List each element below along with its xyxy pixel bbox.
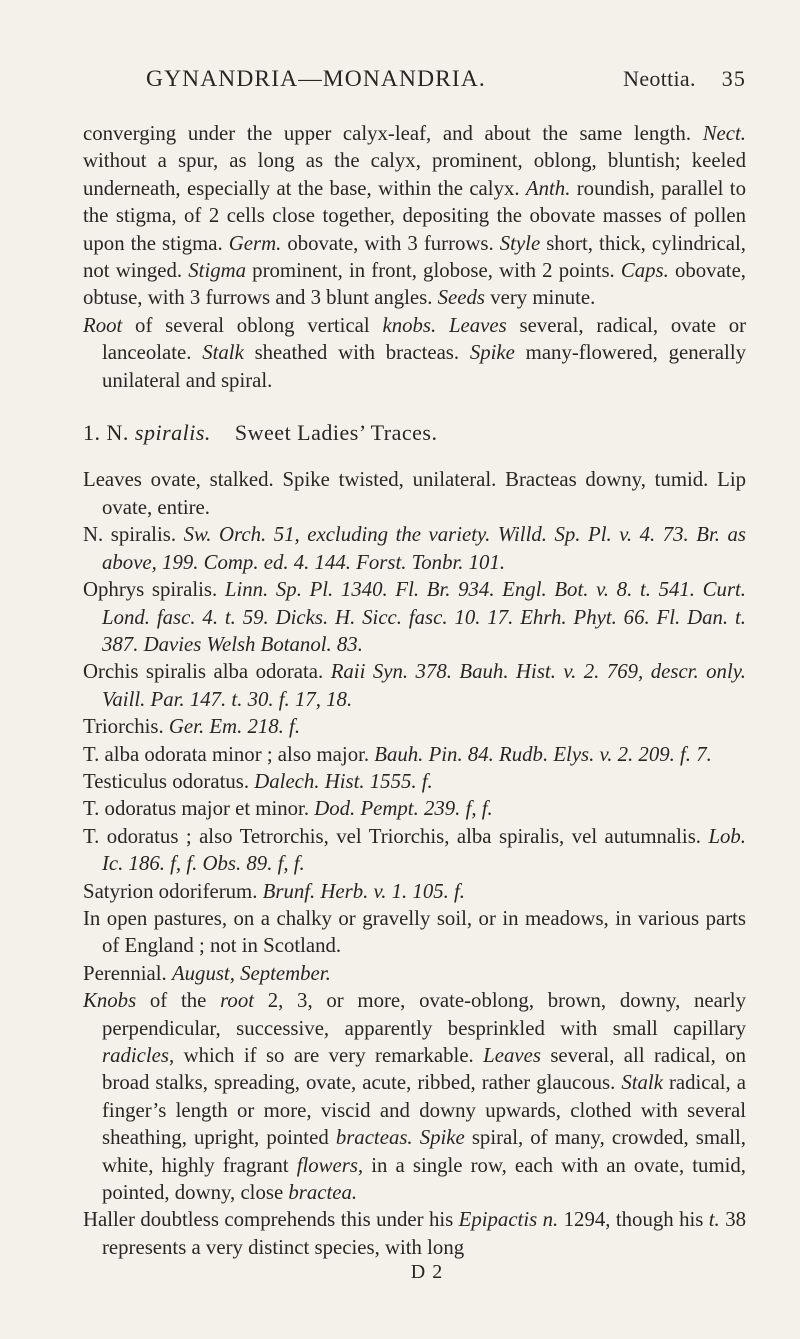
text-run: Haller doubtless comprehends this under his bbox=[83, 1208, 459, 1232]
text-run: N. spiralis. bbox=[83, 523, 184, 547]
entry-paragraph bbox=[83, 823, 746, 878]
italic-text: Dod. Pempt. 239. f, f. bbox=[314, 797, 493, 821]
text-run: of the bbox=[136, 989, 221, 1013]
italic-text: Style bbox=[499, 231, 541, 255]
italic-text: bracteas. Spike bbox=[335, 1126, 465, 1150]
entry-paragraph bbox=[83, 795, 746, 822]
entry-paragraph bbox=[83, 521, 746, 576]
text-run: Ophrys spiralis. bbox=[83, 578, 225, 602]
entry-paragraph bbox=[83, 466, 746, 521]
text-run: spiral, of many, crowded, small, white, highly fragrant bbox=[102, 1126, 746, 1177]
italic-text: flowers, bbox=[296, 1153, 364, 1177]
text-run: In open pastures, on a chalky or gravelly soil, or in meadows, in various parts of England ; not in Scotland. bbox=[83, 906, 746, 958]
italic-text: root bbox=[220, 989, 254, 1013]
text-run: 1294, though his bbox=[558, 1208, 709, 1232]
text-run: 2, 3, or more, ovate-oblong, brown, downy, nearly perpendicular, successive, apparently besprinkled with small capillary bbox=[102, 989, 746, 1040]
italic-text: t. bbox=[708, 1208, 720, 1232]
italic-text: Lob. Ic. 186. f, f. Obs. 89. f, f. bbox=[102, 824, 746, 876]
running-head-genus: Neottia. bbox=[623, 66, 696, 91]
italic-text: Caps. bbox=[620, 259, 669, 283]
text-run: converging under the upper calyx-leaf, and about the same length. bbox=[83, 122, 703, 145]
italic-text: Linn. Sp. Pl. 1340. Fl. Br. 934. Engl. Bot. v. 8. t. 541. Curt. Lond. fasc. 4. t. 59. Dicks. H. Sicc. fasc. 10. 17. Ehrh. Phyt. 66. Fl. Dan. t. 387. Davies Welsh Botanol. 83. bbox=[102, 578, 747, 656]
italic-text: bractea. bbox=[288, 1181, 358, 1205]
italic-text: Nect. bbox=[702, 122, 746, 145]
species-latin-name: spiralis. bbox=[134, 420, 211, 446]
text-run: Leaves ovate, stalked. Spike twisted, unilateral. Bracteas downy, tumid. Lip ovate, entire. bbox=[83, 468, 746, 519]
text-run: prominent, in front, globose, with 2 points. bbox=[246, 259, 621, 283]
genus-characters-paragraph bbox=[83, 312, 746, 394]
italic-text: Root bbox=[83, 313, 123, 337]
entry-paragraph bbox=[83, 987, 746, 1206]
species-common-name: Sweet Ladies’ Traces. bbox=[234, 420, 438, 446]
text-run: short, thick, cylindrical, not winged. bbox=[83, 231, 746, 283]
text-run: Triorchis. bbox=[83, 715, 169, 739]
species-heading bbox=[83, 419, 746, 446]
text-run: several, radical, ovate or lanceolate. bbox=[102, 313, 747, 365]
italic-text: Ger. Em. 218. f. bbox=[168, 715, 301, 739]
italic-text: knobs. Leaves bbox=[382, 313, 507, 337]
species-number: 1. N. bbox=[83, 420, 129, 446]
entry-paragraph bbox=[83, 576, 746, 658]
entry-paragraph bbox=[83, 768, 746, 795]
italic-text: Spike bbox=[469, 341, 515, 365]
entry-paragraph bbox=[83, 713, 746, 740]
text-run: T. odoratus ; also Tetrorchis, vel Triorchis, alba spiralis, vel autumnalis. bbox=[83, 824, 709, 848]
text-run: 38 represents a very distinct species, with long bbox=[102, 1208, 746, 1259]
text-run: of several oblong vertical bbox=[122, 313, 383, 337]
italic-text: Knobs bbox=[83, 989, 137, 1013]
text-run: obovate, with 3 furrows. bbox=[281, 231, 500, 255]
running-head bbox=[146, 66, 746, 93]
text-run: sheathed with bracteas. bbox=[243, 341, 470, 365]
italic-text: August, September. bbox=[171, 961, 331, 985]
text-run: roundish, parallel to the stigma, of 2 cells close together, depositing the obovate masses of pollen upon the stigma. bbox=[83, 176, 746, 255]
running-head-title: GYNANDRIA—MONANDRIA. bbox=[146, 66, 486, 92]
text-run: T. odoratus major et minor. bbox=[83, 797, 315, 821]
text-run: many-flowered, generally unilateral and spiral. bbox=[102, 341, 746, 392]
text-run: very minute. bbox=[485, 286, 596, 310]
text-run: obovate, obtuse, with 3 furrows and 3 blunt angles. bbox=[83, 259, 747, 310]
text-run: T. alba odorata minor ; also major. bbox=[83, 742, 375, 766]
entry-paragraph bbox=[83, 1206, 746, 1261]
entry-paragraph bbox=[83, 960, 746, 987]
italic-text: Leaves bbox=[483, 1044, 541, 1067]
italic-text: radicles, bbox=[102, 1044, 175, 1067]
italic-text: Brunf. Herb. v. 1. 105. f. bbox=[262, 879, 466, 903]
text-run: several, all radical, on broad stalks, spreading, ovate, acute, ribbed, rather glaucous. bbox=[102, 1044, 746, 1095]
entry-paragraph bbox=[83, 878, 746, 905]
intro-paragraph bbox=[83, 120, 746, 312]
text-run: in a single row, each with an ovate, tumid, pointed, downy, close bbox=[102, 1153, 746, 1205]
italic-text: Stalk bbox=[202, 341, 244, 365]
text-run: which if so are very remarkable. bbox=[174, 1044, 484, 1067]
species-entries bbox=[83, 466, 746, 1261]
italic-text: Sw. Orch. 51, excluding the variety. Willd. Sp. Pl. v. 4. 73. Br. as above, 199. Comp. ed. 4. 144. Forst. Tonbr. 101. bbox=[102, 523, 746, 574]
text-run: Satyrion odoriferum. bbox=[83, 879, 263, 903]
entry-paragraph bbox=[83, 741, 746, 768]
text-run: Testiculus odoratus. bbox=[83, 769, 255, 793]
text-body bbox=[83, 120, 746, 1261]
italic-text: Bauh. Pin. 84. Rudb. Elys. v. 2. 209. f. 7. bbox=[374, 742, 712, 766]
text-run: Perennial. bbox=[83, 961, 172, 985]
signature-mark: D 2 bbox=[410, 1261, 444, 1284]
text-run: without a spur, as long as the calyx, prominent, oblong, bluntish; keeled underneath, especially at the base, within the calyx. bbox=[83, 149, 746, 200]
italic-text: Stalk bbox=[621, 1071, 663, 1095]
italic-text: Germ. bbox=[228, 231, 282, 255]
italic-text: Raii Syn. 378. Bauh. Hist. v. 2. 769, descr. only. Vaill. Par. 147. t. 30. f. 17, 18. bbox=[102, 660, 747, 711]
entry-paragraph bbox=[83, 905, 746, 960]
italic-text: Seeds bbox=[437, 286, 486, 310]
text-run: radical, a finger’s length or more, viscid and downy upwards, clothed with several sheathing, upright, pointed bbox=[102, 1071, 746, 1150]
italic-text: Anth. bbox=[525, 176, 571, 200]
italic-text: Epipactis n. bbox=[458, 1208, 559, 1232]
italic-text: Dalech. Hist. 1555. f. bbox=[254, 769, 433, 793]
entry-paragraph bbox=[83, 658, 746, 713]
italic-text: Stigma bbox=[188, 259, 247, 283]
page-number: 35 bbox=[721, 66, 746, 91]
text-run: Orchis spiralis alba odorata. bbox=[83, 660, 331, 684]
